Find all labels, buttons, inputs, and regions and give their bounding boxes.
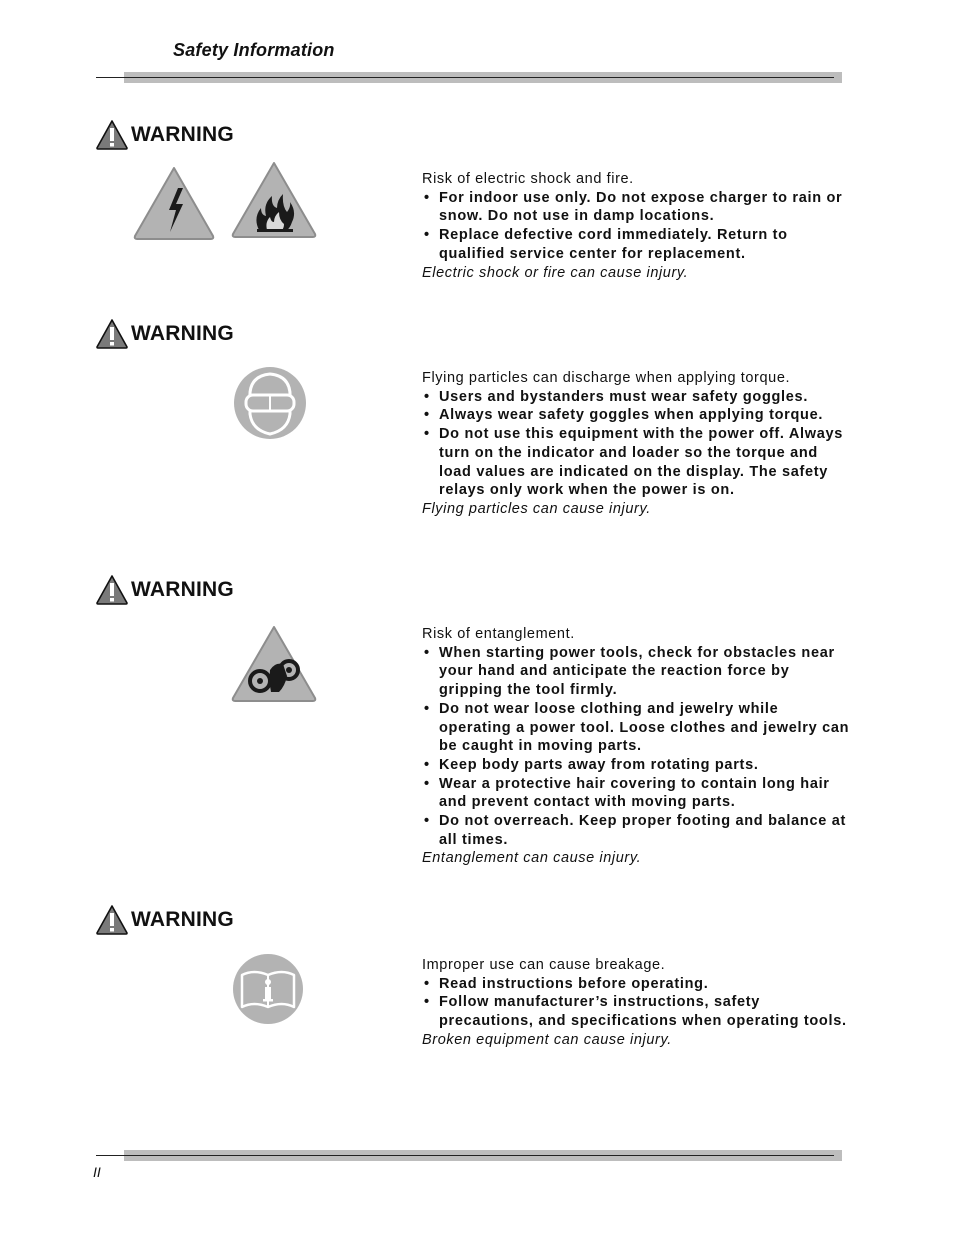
footer-rule [96,1150,842,1162]
precaution-list [422,189,852,264]
warning-label: WARNING [131,578,234,601]
warning-label: WARNING [131,908,234,931]
consequence-statement: Electric shock or fire can cause injury. [422,264,689,281]
precaution-list [422,388,852,500]
consequence-statement: Broken equipment can cause injury. [422,1031,672,1048]
warning-triangle-icon [96,905,128,935]
precaution-item: • Replace defective cord immediately. Return to qualified service center for replacement. [422,226,852,263]
hazard-statement: Risk of entanglement. [422,626,575,642]
precaution-item: • Read instructions before operating. [422,975,852,994]
entanglement-icon [229,624,319,704]
warning-label: WARNING [131,322,234,345]
warning-text-block [422,369,852,519]
precaution-list [422,644,852,850]
warning-text-block [422,170,852,282]
precaution-item: • When starting power tools, check for obstacles near your hand and anticipate the reaction force by gripping the tool firmly. [422,644,852,700]
precaution-list [422,975,852,1031]
precaution-item: • Follow manufacturer’s instructions, safety precautions, and specifications when operating tools. [422,993,852,1030]
electric-shock-icon [131,164,217,242]
precaution-item: • Do not wear loose clothing and jewelry while operating a power tool. Loose clothes and jewelry can be caught in moving parts. [422,700,852,756]
precaution-item: • Keep body parts away from rotating parts. [422,756,852,775]
consequence-statement: Flying particles can cause injury. [422,500,651,517]
consequence-statement: Entanglement can cause injury. [422,850,642,867]
warning-triangle-icon [96,319,128,349]
precaution-item: • Do not overreach. Keep proper footing and balance at all times. [422,812,852,849]
hazard-statement: Flying particles can discharge when applying torque. [422,370,791,386]
warning-text-block [422,625,852,868]
precaution-item: • For indoor use only. Do not expose charger to rain or snow. Do not use in damp locations. [422,189,852,226]
warning-text-block [422,956,852,1050]
precaution-item: • Do not use this equipment with the power off. Always turn on the indicator and loader so the torque and load values are indicated on the display. The safety relays only work when the power is on. [422,425,852,500]
safety-goggles-icon [233,366,307,440]
warning-heading [96,120,234,150]
precaution-item: • Wear a protective hair covering to contain long hair and prevent contact with moving parts. [422,775,852,812]
fire-hazard-icon [229,160,319,240]
page-number: II [93,1164,101,1180]
hazard-statement: Risk of electric shock and fire. [422,171,634,187]
warning-label: WARNING [131,123,234,146]
precaution-item: • Users and bystanders must wear safety goggles. [422,388,852,407]
page-section-title: Safety Information [173,40,335,60]
read-manual-icon [232,953,304,1025]
warning-triangle-icon [96,120,128,150]
precaution-item: • Always wear safety goggles when applying torque. [422,406,852,425]
header-rule [96,72,842,84]
warning-heading [96,319,234,349]
hazard-statement: Improper use can cause breakage. [422,957,666,973]
warning-heading [96,905,234,935]
warning-heading [96,575,234,605]
warning-triangle-icon [96,575,128,605]
